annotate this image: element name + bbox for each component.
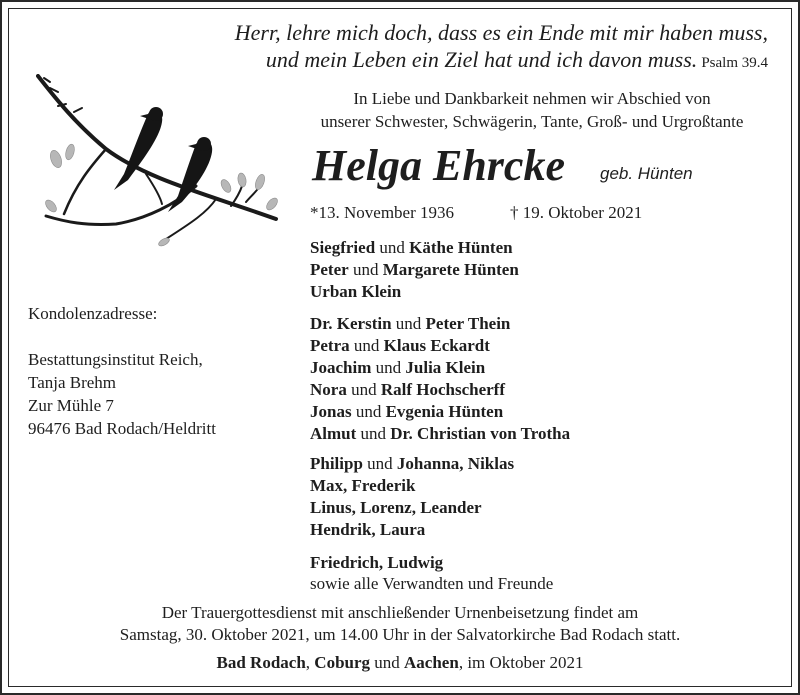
mourner-line: Philipp und Johanna, Niklas xyxy=(310,454,515,473)
mourner-line: Petra und Klaus Eckardt xyxy=(310,336,490,355)
birth-name: geb. Hünten xyxy=(600,164,693,183)
mourner-line: Dr. Kerstin und Peter Thein xyxy=(310,314,511,333)
mourner-line: Urban Klein xyxy=(310,282,402,301)
mourner-line: Joachim und Julia Klein xyxy=(310,358,486,377)
relatives-line: sowie alle Verwandten und Freunde xyxy=(310,574,554,593)
service-line-2: Samstag, 30. Oktober 2021, um 14.00 Uhr in der Salvatorkirche Bad Rodach statt. xyxy=(119,625,681,644)
mourner-line: Siegfried und Käthe Hünten xyxy=(310,238,513,257)
psalm-line-1: Herr, lehre mich doch, dass es ein Ende mit mir haben muss, xyxy=(234,20,768,45)
mourner-line: Almut und Dr. Christian von Trotha xyxy=(310,424,571,443)
intro-line-1: In Liebe und Dankbarkeit nehmen wir Abschied von xyxy=(353,89,711,108)
condolence-line-3: Zur Mühle 7 xyxy=(28,396,114,415)
mourner-line: Friedrich, Ludwig xyxy=(310,553,444,572)
mourner-line: Linus, Lorenz, Leander xyxy=(310,498,482,517)
death-date: † 19. Oktober 2021 xyxy=(510,203,643,222)
mourner-line: Jonas und Evgenia Hünten xyxy=(310,402,504,421)
intro-line-2: unserer Schwester, Schwägerin, Tante, Groß- und Urgroßtante xyxy=(320,112,744,131)
mourner-line: Max, Frederik xyxy=(310,476,416,495)
mourner-line: Nora und Ralf Hochscherff xyxy=(310,380,505,399)
psalm-line-2 xyxy=(266,49,768,71)
psalm-reference: Psalm 39.4 xyxy=(701,55,768,71)
closing-line: Bad Rodach, Coburg und Aachen, im Oktober 2021 xyxy=(216,653,584,672)
condolence-line-2: Tanja Brehm xyxy=(28,373,117,392)
birds-on-branch-illustration xyxy=(36,74,281,249)
condolence-line-4: 96476 Bad Rodach/Heldritt xyxy=(28,419,216,438)
mourner-line: Hendrik, Laura xyxy=(310,520,426,539)
service-line-1: Der Trauergottesdienst mit anschließender Urnenbeisetzung findet am xyxy=(161,603,639,622)
psalm-line-2-text: und mein Leben ein Ziel hat und ich davon muss. xyxy=(265,47,698,72)
condolence-heading: Kondolenzadresse: xyxy=(28,304,158,323)
birth-date: *13. November 1936 xyxy=(310,203,455,222)
mourner-line: Peter und Margarete Hünten xyxy=(310,260,519,279)
condolence-line-1: Bestattungsinstitut Reich, xyxy=(28,350,203,369)
deceased-name: Helga Ehrcke xyxy=(312,141,565,190)
